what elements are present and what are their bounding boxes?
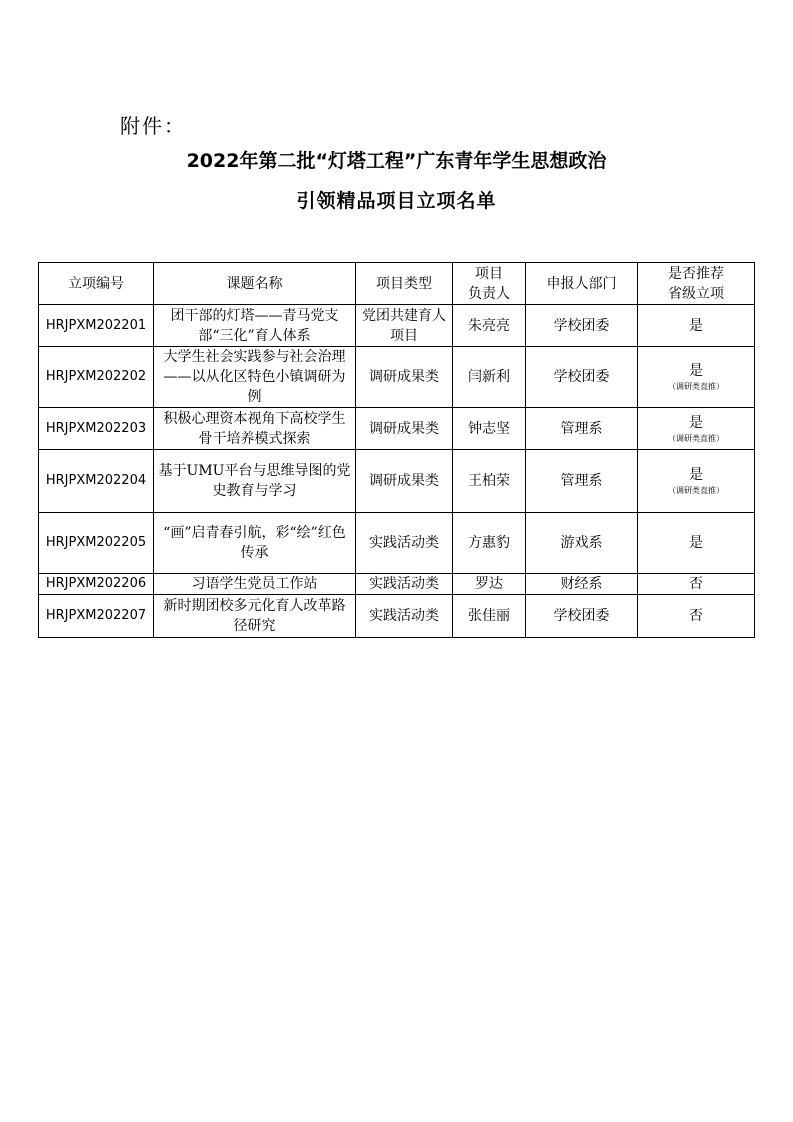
cell-type: 调研成果类 — [356, 347, 453, 408]
table-row — [39, 513, 755, 574]
cell-dept: 学校团委 — [526, 595, 638, 638]
cell-name: 大学生社会实践参与社会治理——以从化区特色小镇调研为例 — [154, 347, 356, 408]
recommend-value: 否 — [689, 576, 703, 592]
recommend-value: 是 — [689, 467, 703, 483]
cell-type: 实践活动类 — [356, 513, 453, 574]
header-name: 课题名称 — [154, 263, 356, 305]
cell-recommend — [638, 595, 755, 638]
document-title-line1: 2022年第二批“灯塔工程”广东青年学生思想政治 — [186, 150, 607, 172]
header-recommend-line1: 是否推荐 — [668, 265, 724, 282]
project-list-table — [38, 262, 755, 638]
cell-type: 实践活动类 — [356, 574, 453, 595]
cell-name: 习语学生党员工作站 — [154, 574, 356, 595]
header-code: 立项编号 — [39, 263, 154, 305]
header-recommend — [638, 263, 755, 305]
header-recommend-line2: 省级立项 — [668, 285, 724, 302]
cell-name: 团干部的灯塔——青马党支部“三化”育人体系 — [154, 305, 356, 347]
table-row — [39, 347, 755, 408]
document-title-line2: 引领精品项目立项名单 — [296, 190, 497, 212]
recommend-value: 是 — [689, 535, 703, 551]
cell-code: HRJPXM202204 — [39, 450, 154, 513]
header-dept: 申报人部门 — [526, 263, 638, 305]
cell-type: 实践活动类 — [356, 595, 453, 638]
cell-leader: 钟志坚 — [453, 408, 526, 450]
cell-dept: 管理系 — [526, 408, 638, 450]
header-leader — [453, 263, 526, 305]
cell-code: HRJPXM202205 — [39, 513, 154, 574]
header-leader-line1: 项目 — [475, 265, 503, 282]
recommend-note: （调研类直推） — [668, 486, 724, 495]
recommend-value: 是 — [689, 317, 703, 334]
cell-leader: 罗达 — [453, 574, 526, 595]
recommend-value: 是 — [689, 363, 703, 379]
cell-leader: 朱亮亮 — [453, 305, 526, 347]
table-row — [39, 595, 755, 638]
header-type: 项目类型 — [356, 263, 453, 305]
cell-type: 调研成果类 — [356, 450, 453, 513]
cell-recommend — [638, 347, 755, 408]
header-leader-line2: 负责人 — [468, 285, 510, 302]
cell-dept: 管理系 — [526, 450, 638, 513]
cell-recommend — [638, 408, 755, 450]
cell-type: 调研成果类 — [356, 408, 453, 450]
attachment-label: 附件： — [120, 114, 186, 138]
cell-type: 党团共建育人项目 — [356, 305, 453, 347]
cell-recommend — [638, 574, 755, 595]
cell-dept: 游戏系 — [526, 513, 638, 574]
table-row — [39, 450, 755, 513]
cell-code: HRJPXM202206 — [39, 574, 154, 595]
cell-dept: 学校团委 — [526, 305, 638, 347]
recommend-note: （调研类直推） — [668, 382, 724, 391]
recommend-value: 是 — [689, 414, 703, 431]
cell-recommend — [638, 513, 755, 574]
cell-name: 基于UMU平台与思维导图的党史教育与学习 — [154, 450, 356, 513]
cell-recommend — [638, 305, 755, 347]
cell-leader: 方惠豹 — [453, 513, 526, 574]
cell-recommend — [638, 450, 755, 513]
cell-name: 积极心理资本视角下高校学生骨干培养模式探索 — [154, 408, 356, 450]
table-row — [39, 574, 755, 595]
table-header-row — [39, 263, 755, 305]
cell-name: 新时期团校多元化育人改革路径研究 — [154, 595, 356, 638]
cell-leader: 闫新利 — [453, 347, 526, 408]
cell-code: HRJPXM202203 — [39, 408, 154, 450]
recommend-value: 否 — [689, 608, 703, 624]
table-row — [39, 305, 755, 347]
cell-name: “画”启青春引航，彩“绘”红色传承 — [154, 513, 356, 574]
cell-leader: 张佳丽 — [453, 595, 526, 638]
cell-code: HRJPXM202202 — [39, 347, 154, 408]
cell-dept: 学校团委 — [526, 347, 638, 408]
cell-code: HRJPXM202201 — [39, 305, 154, 347]
cell-code: HRJPXM202207 — [39, 595, 154, 638]
recommend-note: （调研类直推） — [668, 433, 724, 443]
table-row — [39, 408, 755, 450]
cell-leader: 王柏荣 — [453, 450, 526, 513]
cell-dept: 财经系 — [526, 574, 638, 595]
